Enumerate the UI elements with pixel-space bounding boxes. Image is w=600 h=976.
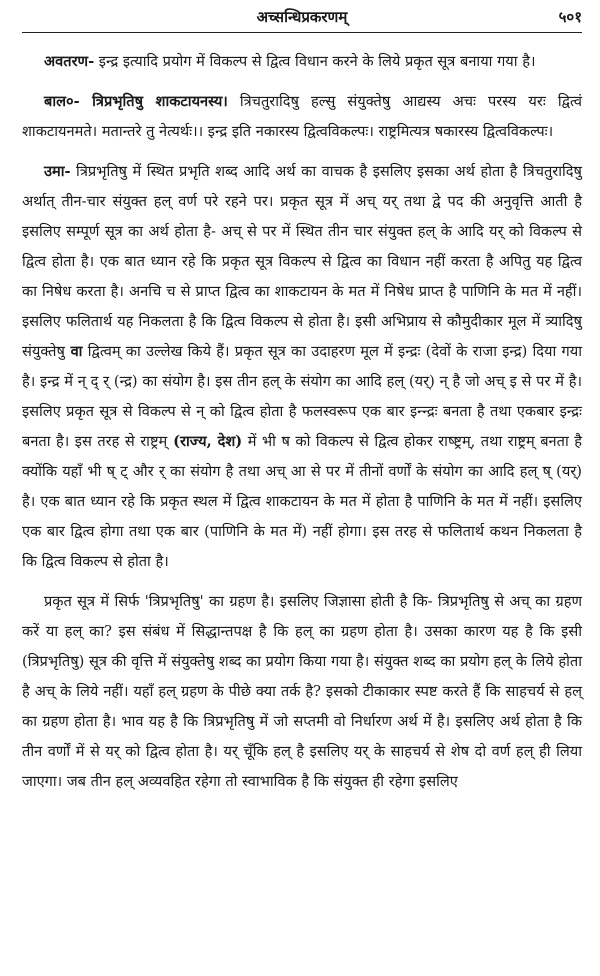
bala-text: त्रिचतुरादिषु हल्सु संयुक्तेषु आद्यस्य अचः परस्य यरः द्वित्वं शाकटायनमते। मतान्तरे तु नेत्यर्थः।। इन्द्र इति नकारस्य द्वित्वविकल्पः। राष्ट्रमित्यत्र षकारस्य द्वित्वविकल्पः। [22, 93, 582, 140]
uma-text-3: में भी ष को विकल्प से द्वित्व होकर राष्ष्ट्रम्, तथा राष्ट्रम् बनता है क्योंकि यहाँ भी ष् ट् और र् का संयोग है तथा अच् आ से पर में तीनों वर्णों के संयोग का आदि हल् ष् (यर्) है। एक बात ध्यान रहे कि प्रकृत स्थल में द्वित्व शाकटायन के मत में होता है पाणिनि के मत में नहीं। इसलिए एक बार द्वित्व होगा तथा एक बार (पाणिनि के मत में) नहीं होगा। इस तरह से फलितार्थ कथन निकलता है कि द्वित्व विकल्प से होता है। [22, 433, 582, 570]
uma-label: उमा- [44, 163, 71, 180]
uma-text-2: द्वित्वम् का उल्लेख किये हैं। प्रकृत सूत्र का उदाहरण मूल में इन्द्रः (देवों के राजा इन्द्र) दिया गया है। इन्द्र में न् द् र् (न्द्र) का संयोग है। इस तीन हल् के संयोग का आदि हल् (यर्) न् है जो अच् इ से पर में है। इसलिए प्रकृत सूत्र से विकल्प से न् को द्वित्व होता है फलस्वरूप एक बार इन्न्द्रः बनता है तथा एकबार इन्द्रः बनता है। इस तरह से राष्ट्रम् [22, 343, 582, 450]
chapter-title: अच्सन्धिप्रकरणम् [256, 8, 348, 26]
uma-paragraph [22, 157, 582, 577]
book-page [22, 6, 582, 797]
running-head [22, 6, 582, 28]
avataran-text: इन्द्र इत्यादि प्रयोग में विकल्प से द्वित्व विधान करने के लिये प्रकृत सूत्र बनाया गया है। [94, 53, 536, 70]
uma-bold-rajya: (राज्य, देश) [167, 433, 243, 450]
header-rule [22, 32, 582, 33]
avataran-label: अवतरण- [44, 53, 95, 70]
bala-label: बाल०- [44, 93, 80, 110]
closing-text: प्रकृत सूत्र में सिर्फ 'त्रिप्रभृतिषु' का ग्रहण है। इसलिए जिज्ञासा होती है कि- त्रिप्रभृतिषु से अच् का ग्रहण करें या हल् का? इस संबंध में सिद्धान्तपक्ष है कि हल् का ग्रहण होता है। उसका कारण यह है कि इसी (त्रिप्रभृतिषु) सूत्र की वृत्ति में संयुक्तेषु शब्द का प्रयोग किया गया है। संयुक्त शब्द का प्रयोग हल् के लिये होता है अच् के लिये नहीं। यहाँ हल् ग्रहण के पीछे क्या तर्क है? इसको टीकाकार स्पष्ट करते हैं कि साहचर्य से हल् का ग्रहण होता है। भाव यह है कि त्रिप्रभृतिषु में जो सप्तमी वो निर्धारण अर्थ में है। इसलिए अर्थ होता है कि तीन वर्णों में से यर् को द्वित्व होता है। यर् चूँकि हल् है इसलिए यर् के साहचर्य से शेष दो वर्ण हल् ही लिया जाएगा। जब तीन हल् अव्यवहित रहेगा तो स्वाभाविक है कि संयुक्त ही रहेगा इसलिए [22, 593, 583, 790]
bala-sutra: त्रिप्रभृतिषु शाकटायनस्य। [79, 93, 228, 110]
closing-paragraph [22, 587, 582, 797]
uma-text-1: त्रिप्रभृतिषु में स्थित प्रभृति शब्द आदि अर्थ का वाचक है इसलिए इसका अर्थ होता है त्रिचतुरादिषु अर्थात् तीन-चार संयुक्त हल् वर्ण परे रहने पर। प्रकृत सूत्र में अच् यर् तथा द्वे पद की अनुवृत्ति आती है इसलिए सम्पूर्ण सूत्र का अर्थ होता है- अच् से पर में स्थित तीन चार संयुक्त हल् के आदि यर् को विकल्प से द्वित्व होता है। एक बात ध्यान रहे कि प्रकृत सूत्र विकल्प से द्वित्व का विधान नहीं करता है अपितु यह द्वित्व का निषेध करता है। अनचि च से प्राप्त द्वित्व का शाकटायन के मत में निषेध प्राप्त है पाणिनि के मत में नहीं। इसलिए फलितार्थ यह निकलता है कि द्वित्व विकल्प से होता है। इसी अभिप्राय से कौमुदीकार मूल में त्र्यादिषु संयुक्तेषु [22, 163, 582, 360]
uma-bold-va: वा [64, 343, 83, 360]
avataran-paragraph [22, 47, 582, 77]
bala-paragraph [22, 87, 582, 147]
page-number: ५०१ [558, 8, 582, 26]
